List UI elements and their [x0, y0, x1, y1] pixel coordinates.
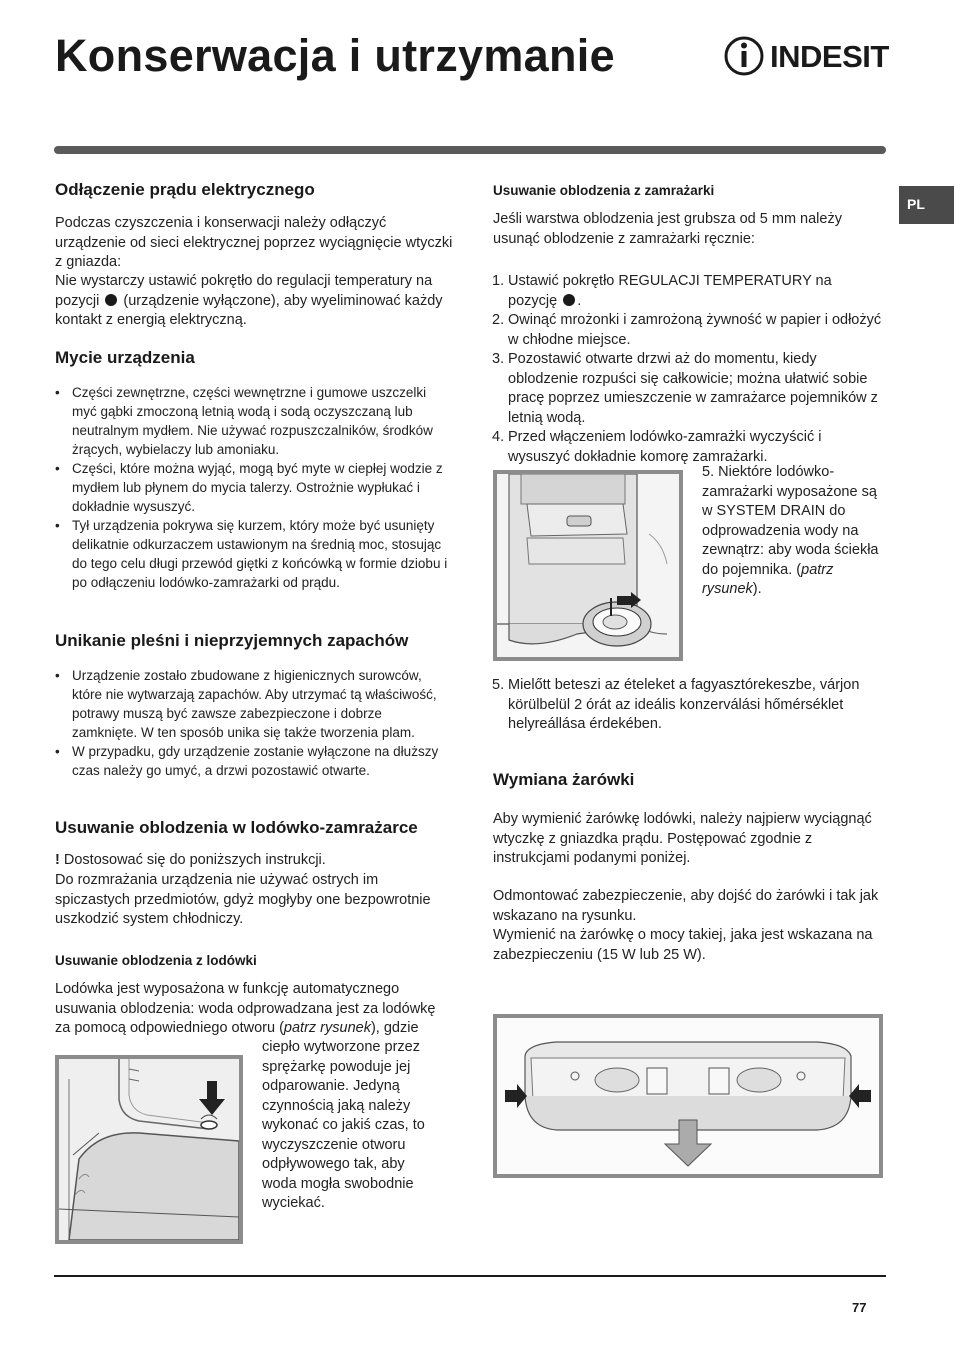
cleaning-list	[55, 383, 450, 592]
section-title-cleaning: Mycie urządzenia	[55, 348, 195, 367]
off-position-icon	[105, 294, 117, 306]
bulb-paragraph-1: Aby wymienić żarówkę lodówki, należy najpierw wyciągnąć wtyczkę z gniazdka prądu. Postępować zgodnie z instrukcjami podanymi poniżej.	[493, 811, 872, 866]
section-title-freezer-defrost: Usuwanie oblodzenia z zamrażarki	[493, 183, 715, 198]
freezer-defrost-steps	[492, 272, 884, 467]
step-5-system-drain	[702, 463, 888, 600]
system-drain-illustration	[497, 474, 679, 657]
fridge-defrost-text-b: ), gdzie	[370, 1020, 419, 1036]
defrost-paragraph: Do rozmrażania urządzenia nie używać ostrych im spiczastych przedmiotów, gdyż mogłyby one bezpowrotnie uszkodzić system chłodniczy.	[55, 872, 431, 927]
bulb-paragraph-3: Wymienić na żarówkę o mocy takiej, jaka jest wskazana na zabezpieczeniu (15 W lub 25 W).	[493, 927, 873, 963]
step-text: Pozostawić otwarte drzwi aż do momentu, kiedy oblodzenie rozpuści się całkowicie; można ułatwić sobie pracę poprzez umieszczenie w zamrażarce pojemników z letnią wodą.	[508, 351, 878, 426]
section-title-fridge-defrost: Usuwanie oblodzenia z lodówki	[55, 953, 257, 968]
fridge-defrost-text-a: Lodówka jest wyposażona w funkcję automatycznego usuwania oblodzenia: woda odprowadzana jest za lodówkę za pomocą odpowiedniego otworu (	[55, 981, 436, 1036]
step-number: 5.	[492, 677, 505, 693]
fridge-defrost-paragraph-2: ciepło wytworzone przez sprężarkę powoduje jej odparowanie. Jedyną czynnością jaką należy wykonać co jakiś czas, to wyczyszczenie otworu odpływowego tak, aby woda mogła swobodnie wyciekać.	[262, 1039, 425, 1211]
list-item: • Tył urządzenia pokrywa się kurzem, który może być usunięty delikatnie odkurzaczem ustawionym na średnią moc, stosując do tego celu długi przewód giętki z końcówką w formie dziobu i po odłączeniu lodówko-zamrażarki od prądu.	[55, 516, 450, 592]
section-title-power: Odłączenie prądu elektrycznego	[55, 180, 315, 199]
power-paragraph-2-b: (urządzenie wyłączone), aby wyeliminować każdy kontakt z energią elektryczną.	[55, 292, 443, 328]
fridge-defrost-see-figure: patrz rysunek	[283, 1020, 371, 1036]
step-item	[492, 350, 884, 428]
bulb-cover-figure	[493, 1014, 883, 1178]
step-item	[492, 311, 884, 350]
fridge-defrost-paragraph	[55, 980, 453, 1039]
mold-list	[55, 666, 450, 780]
power-paragraph-1: Podczas czyszczenia i konserwacji należy odłączyć urządzenie od sieci elektrycznej poprzez wyciągnięcie wtyczki z gniazda:	[55, 215, 453, 270]
brand-logo-icon	[724, 34, 768, 78]
step-item	[492, 676, 887, 735]
list-item: • W przypadku, gdy urządzenie zostanie wyłączone na dłuższy czas należy go umyć, a drzwi pozostawić otwarte.	[55, 742, 450, 780]
fridge-drain-illustration	[59, 1059, 239, 1240]
step-text: Owinąć mrożonki i zamrożoną żywność w papier i odłożyć w chłodne miejsce.	[508, 312, 882, 348]
step-item	[492, 428, 884, 467]
section-title-defrost: Usuwanie oblodzenia w lodówko-zamrażarce	[55, 818, 418, 837]
step-item: 1. Ustawić pokrętło REGULACJI TEMPERATURY na pozycję .	[492, 273, 832, 309]
off-position-icon	[563, 294, 575, 306]
footer-divider	[54, 1275, 886, 1277]
brand-name: INDESIT	[770, 39, 889, 74]
defrost-warning-text: Dostosować się do poniższych instrukcji.	[63, 852, 326, 868]
defrost-warning	[55, 851, 455, 871]
fridge-drain-figure	[55, 1055, 243, 1244]
step-number: 1.	[492, 273, 505, 289]
bulb-cover-illustration	[497, 1018, 879, 1174]
power-paragraph-2	[55, 272, 455, 331]
brand-logo	[724, 34, 888, 78]
bulb-paragraph-2: Odmontować zabezpieczenie, aby dojść do żarówki i tak jak wskazano na rysunku.	[493, 888, 879, 924]
list-item: • Części, które można wyjąć, mogą być myte w ciepłej wodzie z mydłem lub płynem do mycia talerzy. Ostrożnie wypłukać i dokładnie wysuszyć.	[55, 459, 450, 516]
step-number: 3.	[492, 351, 505, 367]
header-divider	[54, 146, 886, 154]
step-number: 2.	[492, 312, 505, 328]
list-item: • Urządzenie zostało zbudowane z higienicznych surowców, które nie wytwarzają zapachów. Aby utrzymać tą właściwość, potrawy muszą być zawsze zabezpieczone i dobrze zamknięte. W ten sposób unika się także tworzenia plam.	[55, 666, 450, 742]
system-drain-figure	[493, 470, 683, 661]
section-title-mold: Unikanie pleśni i nieprzyjemnych zapachów	[55, 631, 409, 650]
freezer-defrost-intro: Jeśli warstwa oblodzenia jest grubsza od 5 mm należy usunąć oblodzenie z zamrażarki ręcznie:	[493, 211, 842, 247]
step-5-text: 5. Niektóre lodówko-zamrażarki wyposażone są w SYSTEM DRAIN do odprowadzenia wody na zewnątrz: aby woda ściekła do pojemnika. (	[702, 464, 879, 578]
step-text: Mielőtt beteszi az ételeket a fagyasztórekeszbe, várjon körülbelül 2 órát az ideális konzerválási hőmérséklet helyreállása érdekében.	[508, 677, 860, 732]
power-paragraph-2-a: Nie wystarczy ustawić pokrętło do regulacji temperatury na pozycji	[55, 273, 433, 309]
section-title-bulb: Wymiana żarówki	[493, 770, 635, 789]
language-tab: PL	[899, 186, 954, 224]
page-number: 77	[852, 1300, 867, 1315]
step-5-end: ).	[752, 581, 762, 597]
step-text: Ustawić pokrętło REGULACJI TEMPERATURY na pozycję	[508, 273, 832, 309]
step-number: 4.	[492, 429, 505, 445]
warning-mark: !	[55, 852, 60, 868]
step-5-see-figure: patrz rysunek	[702, 561, 834, 597]
step-5-hungarian	[492, 676, 887, 735]
page-title: Konserwacja i utrzymanie	[55, 30, 615, 81]
list-item: • Części zewnętrzne, części wewnętrzne i gumowe uszczelki myć gąbki zmoczoną letnią wodą i sodą oczyszczaną lub neutralnym mydłem. Nie używać rozpuszczalników, środków żrących, wybielaczy lub amoniaku.	[55, 383, 450, 459]
step-text: Przed włączeniem lodówko-zamrażki wyczyścić i wysuszyć dokładnie komorę zamrażarki.	[508, 429, 822, 465]
